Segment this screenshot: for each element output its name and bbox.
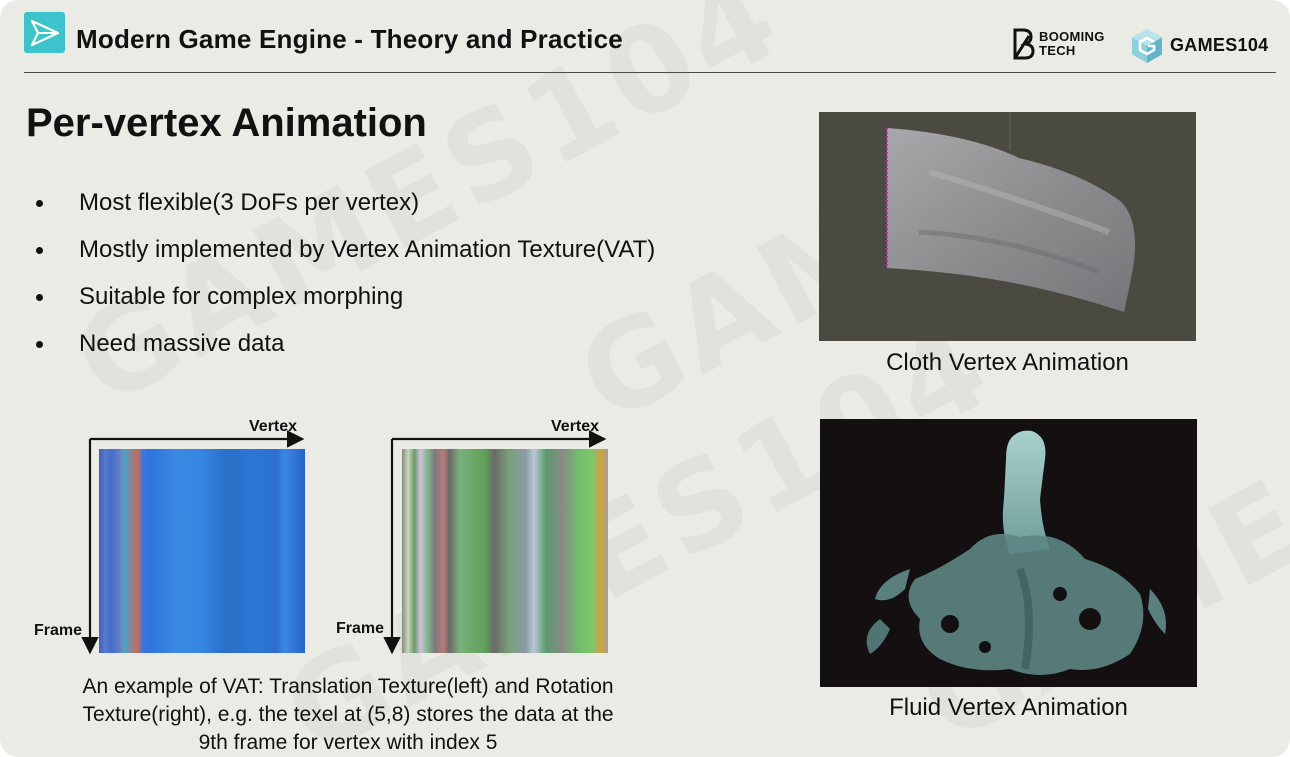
bullet-item	[36, 187, 655, 234]
bullet-dot-icon	[36, 200, 43, 207]
fluid-animation-image	[820, 419, 1197, 687]
booming-tech-logo	[1012, 28, 1105, 62]
bullet-text: Mostly implemented by Vertex Animation Texture(VAT)	[79, 236, 656, 263]
rotation-texture-figure	[332, 418, 600, 656]
bullet-text: Most flexible(3 DoFs per vertex)	[79, 189, 420, 216]
rotation-texture-image	[402, 449, 608, 653]
course-title: Modern Game Engine - Theory and Practice	[76, 24, 623, 54]
translation-texture-figure	[30, 418, 298, 656]
bullet-dot-icon	[36, 294, 43, 301]
cloth-caption: Cloth Vertex Animation	[886, 349, 1129, 376]
booming-line1: BOOMING	[1039, 29, 1105, 44]
games-logo-icon	[1130, 28, 1164, 69]
vat-caption-line: An example of VAT: Translation Texture(left) and Rotation	[82, 675, 614, 698]
vertex-axis-label: Vertex	[249, 418, 298, 435]
slide-header	[0, 0, 1290, 74]
bullet-text: Suitable for complex morphing	[79, 283, 404, 310]
booming-tech-icon	[1012, 28, 1036, 60]
vat-caption	[40, 673, 656, 757]
bullet-item	[36, 281, 655, 328]
fluid-caption: Fluid Vertex Animation	[889, 694, 1128, 721]
bullet-item	[36, 234, 655, 281]
bullet-dot-icon	[36, 341, 43, 348]
booming-line2: TECH	[1039, 43, 1076, 58]
cloth-animation-image	[819, 112, 1196, 341]
bullet-item	[36, 328, 655, 375]
header-divider	[24, 72, 1276, 73]
bullet-list	[36, 187, 655, 375]
vat-caption-line: Texture(right), e.g. the texel at (5,8) stores the data at the	[82, 703, 614, 726]
games104-label: GAMES104	[1170, 35, 1269, 55]
course-logo-icon	[24, 12, 65, 53]
bullet-text: Need massive data	[79, 330, 285, 357]
vertex-axis-label: Vertex	[551, 418, 600, 435]
translation-texture-image	[99, 449, 305, 653]
vat-caption-line: 9th frame for vertex with index 5	[198, 731, 498, 754]
frame-axis-label: Frame	[336, 620, 385, 637]
frame-axis-label: Frame	[34, 622, 83, 639]
bullet-dot-icon	[36, 247, 43, 254]
slide-title: Per-vertex Animation	[26, 101, 427, 145]
